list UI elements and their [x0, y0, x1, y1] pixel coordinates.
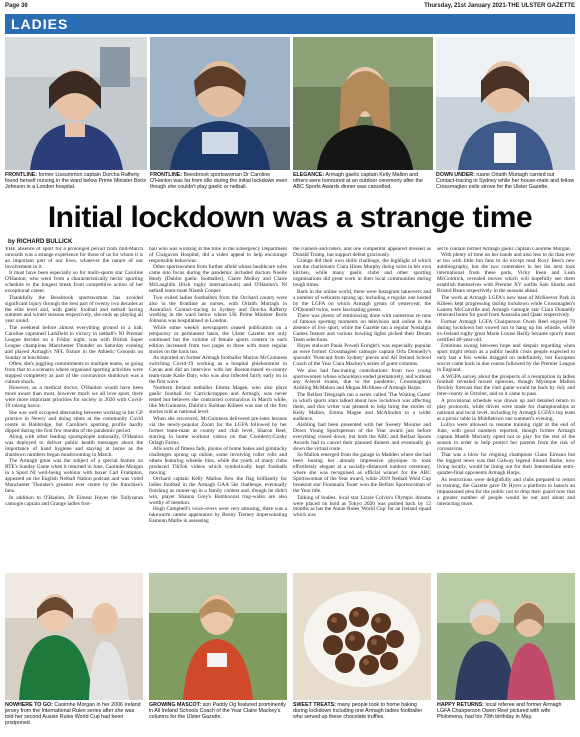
paragraph: Back in the online world, there were Instagram takeovers and a number of webcasts sprang up, including a regular one hosted by the LGFA on which Armagh greats of yesteryear, the O'Donnell twins, were fascinating guests. [293, 288, 431, 313]
paragraph: The Belfast Telegraph ran a series called 'The Waiting Game' in which sports stars talked about how lockdown was affecting them, and this writer was pleased to help bring the stories of Kelly Mallon, Emma Magee and McAlindon to a wider audience. [293, 391, 431, 422]
photo-caoimhe-morgan [5, 573, 143, 700]
paragraph: While some weekly newspapers ceased publication on a temporary or permanent basis, the Ulster Gazette not only continued but the volume of female sports content in each edition increased from two pages to three with more regular stories on the back too. [149, 324, 287, 355]
paragraph: She was well occupied alternating between working in her GP practice in Newry and doing stints at the community Covid centre in Banbridge, but Caroline's sporting profile hardly dipped during the first few months of the pandemic period. [5, 409, 143, 434]
page-number: Page 36 [5, 3, 28, 9]
paragraph: Aishling had been presented with her Sweety Mourne and Down Young Sportsperson of the Year award just before everything closed down, but both the ABC and Belfast Sports Awards had to cancel their planned dinners and eventually go down the virtual route. [293, 422, 431, 452]
paragraph: That was a blow for reigning champions Clann Eireann but the biggest news was that Galway legend Sinead Burke, now living locally, would be lining out for their Intermediate semi-quarter-final opponents Armagh Harps. [437, 452, 575, 477]
caption-photo-4: DOWN UNDER: ruane Orlaith Murtagh carried out Contact-tracing in Sydney while her house-mate and fellow Crossmaglen exile strove for the Ulster Gazette. [436, 172, 575, 191]
photo-caroline-ohanlon [150, 37, 290, 170]
paragraph: Thankfully the Bessbrook sportswoman has avoided significant injury through the best part of twenty two decades at the elite level and, with gaelic football and netball having summer and winter seasons respectively, she ends up playing all year round. [5, 294, 143, 325]
photo-owen-reel [437, 573, 575, 700]
paragraph: Emotions swung between hope and despair regarding when sport might return as a public health crisis people expected to only last a few weeks dragged on indefinitely, but European soccer came back in due course followed by the Premier League in England. [437, 343, 575, 374]
paragraph: There was plenty of reminiscing done with numerous re-runs of famous sporting moments on television and online in the absence of live sport, while the Gazette ran a regular Nostalgia Games feature and various bowling lights picked their Dream Team selections. [293, 312, 431, 343]
paragraph: A provisional schedule was drawn up and detailed return to play protocols, while drives were made for championships at national and local level, including by Armagh LGFA's top team at a picnic table in Middletown one summer's evening. [437, 397, 575, 422]
paragraph: Lollys were allowed to resume training right at the end of June, with good numbers reported, though former Armagh captain Maebh Moriarty opted not to play for the rest of the season in order to help protect her parents from the risk of coronavirus. [437, 422, 575, 452]
photo-chocolate-truffles [293, 573, 431, 700]
paragraph: The weekend before almost everything ground to a halt, Caroline captained Larkfield to victory in netball's NI Premier League decider on a Friday night, was with British Super League champions Manchester Thunder on Saturday evening and played Armagh's NFL fixture in the Athletic Grounds on Sunday at lunchtime. [5, 324, 143, 361]
paragraph: In addition to O'Hanlon, Dr Eimear Hayes the Tullysaran camogie captain and Grange ladies foot- [5, 494, 143, 507]
paragraph: However, as a medical doctor, O'Hanlon would have been more aware than most, however much we all love sport, there were more important priorities for society in 2020 with Covid-19 raising havoc. [5, 385, 143, 410]
paragraph: Hayes stalwart Paula Powell Enright's was especially popular as were former Crossmaglen camogie captain Orla Donnelly's sporadic 'Postcard from Sydney' pieces and All Ireland School Coach of the Year Ciara Mackey's series of guest columns. [293, 343, 431, 368]
paragraph: Alls sorts of fitness fads, photos of home bakes and gimmicky challenges sprung up online, some involving roller rolls and others featuring wheelie bins, while the youth of many clubs produced TikTok videos which symbolically kept footballs moving. [149, 445, 287, 476]
article-column-3 [293, 247, 431, 569]
paragraph: The Armagh great was the subject of a special feature on RTE's Sunday Game when it returned in June, Caoimhe Morgan in a Sport NI well-being webinar with boxer Carl Frampton, appeared on the English Netball Nation podcast and was voted Manchester Thunder's greatest ever centre by the franchise's fans. [5, 458, 143, 495]
caption-photo-5: NOWHERE TO GO: Caoimhe Morgan in her 2006 Ireland jersey from the International Rules series after she was told her second Aussie Rules World Cup had been postponed. [5, 702, 141, 727]
paragraph: When she recovered, McGuinness delivered pre-lates lessons via the newly-popular Zoom for the LGFA followed by her former team-mate at county and club level, Sharon Reel, starring in home workout videos on that Coolderry/Cushy Orlagh Farms. [149, 415, 287, 446]
paragraph: THE absence of sport for a prolonged period from mid-March onwards was a strange experience for those of us for whom it is an important part of our lives, whatever the nature of our involvement in it. [5, 247, 143, 270]
article-column-4 [437, 247, 575, 569]
paragraph: The work at Armagh LGFA's new base of McKeever Park in Killeen kept progressing during lockdown while Crossmaglen's Lauren McConville and Armagh camogie star Ciara Donnelly returned home for good from Australia and Qatar respectively. [437, 294, 575, 319]
paragraph: Along with other leading sportspeople nationally, O'Hanlon was deployed to deliver public health messages about the importance of hand hygiene and staying at home as the shutdown numbers began mushrooming in March. [5, 434, 143, 458]
paragraph: set to contain former Armagh gaelic captain Caoimhe Morgan. [437, 247, 571, 252]
paragraph: Other sportswomen from further afield whose healthcare roles came into focus during the pandemic included doctors Noelle Healy (Dublin gaelic footballer), Claire Molloy and Claire McLaughlin (Irish rugby internationals) and O'Hanlon's NI netball team-mate Niamh Cooper. [149, 264, 287, 295]
paragraph: Orchard captain Kelly Mallon flew the flag brilliantly for ladies football in the Armagh GAA 5ks challenge, eventually finishing as runner-up in a family contest and, though he didn't win, player Shauna Grey's Bamboozal ring-walks are also worthy of mention. [149, 476, 287, 507]
paragraph: As reported on former Armagh footballer Marion McGuinness switching Covid-19 working as a hospital phlebotomist in Cavan and did an interview with her Boston-based ex-county team-mate Katie Daly, who was also infected fairly early on in the first wave. [149, 355, 287, 385]
article-column-1 [5, 247, 143, 569]
photo-kelly-mallon [293, 37, 433, 170]
paragraph: With plenty of time on her hands and also less to do than ever at too with little fun fans to do except read Roxy Best's new autobiography, but the two contenders in her list next look international from these parts, Vicky Ireen and Leah McGoldrick, revealed moves which will hopefully see them establish themselves with Premier XV outfits Sale Sharks and Bristol Bears respectively in the seasons ahead. [437, 252, 575, 295]
photo-paddy-og [149, 573, 287, 700]
photo-orlaith-murtagh [436, 37, 575, 170]
paragraph: Grange did their own skills challenge, the highlight of which was the charismatic Ciara Hines Murphy doing solos in her own kitchen, while many gaelic clubs and other sporting organisations did great work in their local communities during tough times. [293, 258, 431, 289]
photo-dorcha-rafferty [5, 37, 147, 170]
paragraph: We also had fascinating contributions from two young sportswomen whose schooldays ended prematurely, and without any A-level exams, due to the pandemic, Crossmaglen's Aishling McMahon and Megan McShane of Armagh Harps. [293, 367, 431, 392]
headline: Initial lockdown was a strange time [47, 201, 533, 234]
paragraph: Former Armagh LGFA Chairperson Owen Reel enjoyed 70 during lockdown but vowed not to hang up his whistle, while ex-Ireland rugby great Marie Louise Reilly became sport's most certified 40-year-old. [437, 318, 575, 343]
caption-photo-8: HAPPY RETURNS: local referee and former Armagh LGFA Chairperson Owen Reel pictured with wife Philomena, had his 70th birthday in May. [437, 702, 562, 721]
section-title: LADIES [11, 16, 69, 32]
paragraph: Hugh Campbell's voice-overs were very amusing, there was a lukewarm cameo appearance by Benny Tierney impersonating Eamonn Mallie in assessing [149, 506, 287, 525]
paragraph: Talking of bodies, local star Lizzie Colvin's Olympic dreams were placed on hold as Tokyo 2020 was pushed back by 12 months as has the Annie Rules 'World Cup' for an Ireland squad which was [293, 494, 431, 519]
paragraph: ball who was working at the time in the Emergency Department of Craigavon Hospital, did a video appeal to help encourage responsible behaviour. [149, 247, 287, 264]
caption-photo-7: SWEET TREATS: many people took to home baking during lockdown including one Armagh ladies footballer who served up these chocolate truffles. [293, 702, 423, 721]
caption-photo-3: ELEGANCE: Armagh gaelic captain Kelly Mallon and others were honoured at an outdoor ceremony after the ABC Sports Awards dinner was cancelled. [293, 172, 423, 191]
caption-photo-2: FRONTLINE: Beesbrook sportswoman Dr Caroline O'Hanlon was far from idle during the initial lockdown even though she couldn't play gaelic or netball. [150, 172, 288, 191]
paragraph: the runners-and-riders, and one competitor appeared dressed as Donald Trump, but support defeat graciously. [293, 247, 431, 258]
paragraph: It must have been especially so for multi-sports star Caroline O'Hanlon, who went from a characteristically hectic sporting schedule to the longest break from competitive action of her exceptional career. [5, 270, 143, 295]
paragraph: A WGPA survey about the prospects of a resumption in ladies football revealed mixed opinions, though Mystique Mallon flexibly forecast that the club game would be back by July and inter-county in October, and so it came to pass. [437, 373, 575, 398]
paragraph: Often, she's juggling commitments to multiple teams, so going from that to a scenario where organised sporting activities were stopped completely as part of the coronavirus shutdown was a culture shock. [5, 361, 143, 385]
byline: by RICHARD BULLICK [8, 239, 73, 245]
article-column-2 [149, 247, 287, 569]
caption-photo-1: FRONTLINE: former Lissummon captain Dorcha Rafferty found herself nursing in the ward below Prime Minister Boris Johnson in a London hospital. [5, 172, 147, 191]
paragraph: So Mallon emerged from the garage in Madden where she had been honing her already impressive physique to look effortlessly elegant at a socially-distanced outdoor ceremony, where she was recognised as official winner for the ABC Sportswoman of the Year award, while 2019 Netball Wold Cup breakout star Fionnuala Toner won the Belfast Sportswoman of the Year title. [293, 452, 431, 495]
section-bar [5, 14, 575, 34]
caption-photo-6: GROWING MASCOT: son Paddy Og featured prominently in All Ireland Schools Coach of the Year Claire Mackey's columns for the Ulster Gazette. [149, 702, 286, 721]
paragraph: As restrictions were delightfully and clubs prepared to return to training, the Gazette gave Dr Hyers a platform to launch an impassioned plea for the public not to drop their guard now that a greater number of people would be out and about and interacting more. [437, 476, 575, 507]
paragraph: Northern Ireland netballer Emma Magee, who also plays gaelic football for Carrickcruppen and Armagh, was never tested but believes she contracted coronavirus in March while, like McGuinness, Dublin's Siobhan Killeen was one of the first stories told at national level. [149, 385, 287, 416]
page-header [5, 3, 575, 13]
publication-date: Thursday, 21st January 2021-THE ULSTER GAZETTE [424, 3, 575, 9]
paragraph: Two exiled ladies footballers from the Orchard county were also in the frontline as nurses, with Orlaith Murtagh in Australia's Contact-tracing in Sydney and Dorcha Rafferty working in the ward below where UK Prime Minister Boris Johnson was hospitalised in London. [149, 294, 287, 325]
